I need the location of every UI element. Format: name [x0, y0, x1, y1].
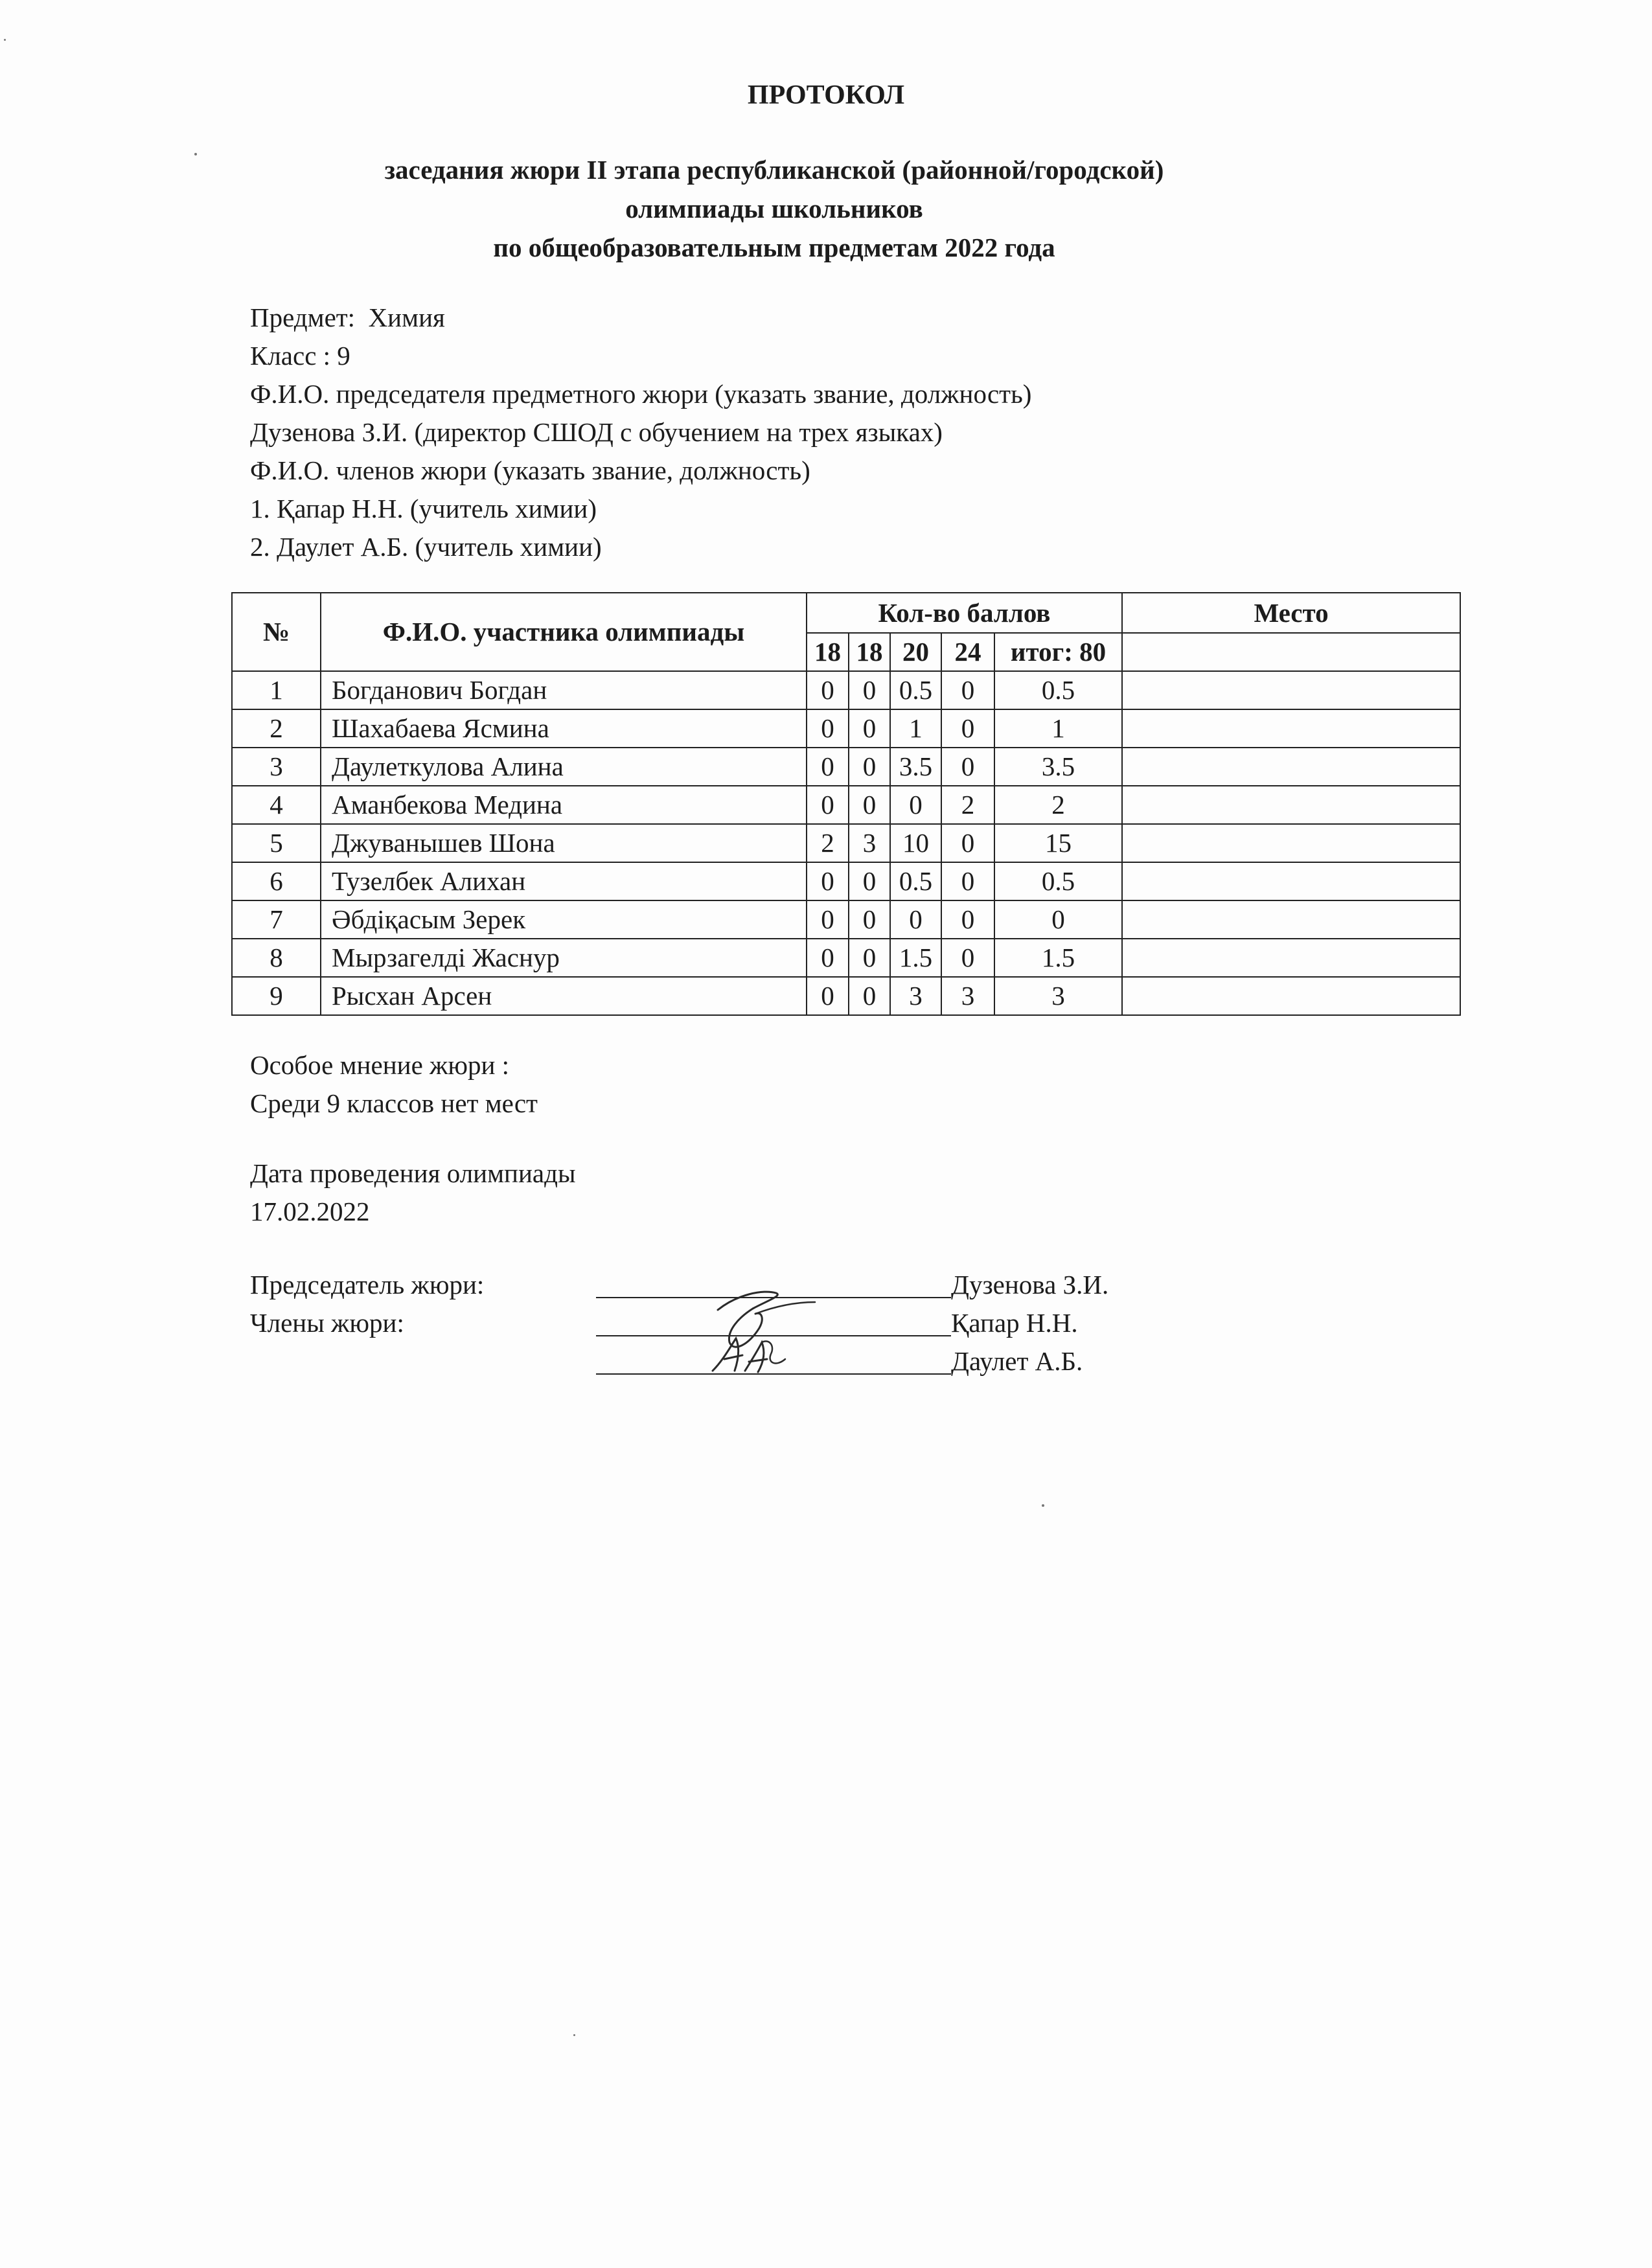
chair-signature-label: Председатель жюри: — [250, 1270, 485, 1300]
scan-speck — [1042, 1504, 1044, 1507]
date-value: 17.02.2022 — [250, 1197, 370, 1226]
header-score-column: 18 — [849, 633, 890, 671]
score-cell: 0 — [807, 786, 849, 824]
table-row — [232, 786, 1460, 824]
participant-name: Рысхан Арсен — [321, 977, 807, 1015]
jury-opinion — [250, 1046, 538, 1123]
participant-name: Әбдіқасым Зерек — [321, 900, 807, 939]
protocol-meta — [250, 299, 1031, 566]
score-cell: 0 — [849, 900, 890, 939]
place-cell — [1122, 862, 1460, 900]
total-cell: 0.5 — [994, 671, 1122, 709]
date-label: Дата проведения олимпиады — [250, 1158, 576, 1188]
header-scores: Кол-во баллов — [807, 593, 1122, 633]
participant-name: Джуванышев Шона — [321, 824, 807, 862]
chair-label: Ф.И.О. председателя предметного жюри (указать звание, должность) — [250, 379, 1032, 409]
score-cell: 0 — [807, 939, 849, 977]
subject-line: Предмет: Химия — [250, 303, 445, 332]
score-cell: 0 — [849, 939, 890, 977]
header-score-column: 18 — [807, 633, 849, 671]
score-cell: 0 — [849, 671, 890, 709]
table-row — [232, 900, 1460, 939]
header-number: № — [232, 593, 321, 671]
score-cell: 0.5 — [890, 671, 941, 709]
row-number: 6 — [232, 862, 321, 900]
header-name: Ф.И.О. участника олимпиады — [321, 593, 807, 671]
participant-name: Шахабаева Ясмина — [321, 709, 807, 748]
handwritten-signature — [700, 1283, 816, 1380]
total-cell: 2 — [994, 786, 1122, 824]
scan-speck — [194, 153, 197, 155]
score-cell: 3.5 — [890, 748, 941, 786]
row-number: 7 — [232, 900, 321, 939]
place-cell — [1122, 977, 1460, 1015]
place-cell — [1122, 824, 1460, 862]
header-place: Место — [1122, 593, 1460, 633]
score-cell: 1.5 — [890, 939, 941, 977]
row-number: 2 — [232, 709, 321, 748]
total-cell: 15 — [994, 824, 1122, 862]
score-cell: 0 — [807, 709, 849, 748]
header-score-total: итог: 80 — [994, 633, 1122, 671]
olympiad-date — [250, 1154, 576, 1231]
row-number: 9 — [232, 977, 321, 1015]
member-signature-name: Қапар Н.Н. — [951, 1308, 1078, 1338]
scan-speck — [4, 39, 6, 41]
participant-name: Мырзагелді Жаснур — [321, 939, 807, 977]
score-cell: 0 — [941, 748, 994, 786]
table-row — [232, 977, 1460, 1015]
opinion-text: Среди 9 классов нет мест — [250, 1088, 538, 1118]
table-row — [232, 862, 1460, 900]
score-cell: 0 — [849, 709, 890, 748]
subtitle-line: олимпиады школьников — [625, 194, 923, 223]
table-row — [232, 709, 1460, 748]
members-signature-label: Члены жюри: — [250, 1308, 404, 1338]
header-place-empty — [1122, 633, 1460, 671]
row-number: 4 — [232, 786, 321, 824]
total-cell: 1.5 — [994, 939, 1122, 977]
row-number: 1 — [232, 671, 321, 709]
member-line: 1. Қапар Н.Н. (учитель химии) — [250, 494, 597, 523]
row-number: 5 — [232, 824, 321, 862]
score-cell: 2 — [807, 824, 849, 862]
header-score-column: 20 — [890, 633, 941, 671]
opinion-label: Особое мнение жюри : — [250, 1050, 510, 1080]
score-cell: 1 — [890, 709, 941, 748]
total-cell: 0 — [994, 900, 1122, 939]
member-signature-name: Даулет А.Б. — [951, 1346, 1083, 1376]
score-cell: 0 — [849, 977, 890, 1015]
chair-line: Дузенова З.И. (директор СШОД с обучением на трех языках) — [250, 417, 943, 447]
member-line: 2. Даулет А.Б. (учитель химии) — [250, 532, 602, 562]
score-cell: 0 — [849, 862, 890, 900]
score-cell: 0 — [941, 900, 994, 939]
score-cell: 0 — [890, 786, 941, 824]
total-cell: 1 — [994, 709, 1122, 748]
total-cell: 3 — [994, 977, 1122, 1015]
participant-name: Богданович Богдан — [321, 671, 807, 709]
score-cell: 0 — [849, 748, 890, 786]
score-cell: 0 — [807, 977, 849, 1015]
scan-speck — [573, 2034, 575, 2036]
score-cell: 0 — [941, 939, 994, 977]
place-cell — [1122, 709, 1460, 748]
place-cell — [1122, 900, 1460, 939]
results-body — [232, 671, 1460, 1015]
total-cell: 3.5 — [994, 748, 1122, 786]
members-label: Ф.И.О. членов жюри (указать звание, должность) — [250, 455, 810, 485]
participant-name: Даулеткулова Алина — [321, 748, 807, 786]
header-score-column: 24 — [941, 633, 994, 671]
score-cell: 0 — [807, 671, 849, 709]
subtitle-line: заседания жюри II этапа республиканской (районной/городской) — [384, 155, 1164, 185]
score-cell: 3 — [941, 977, 994, 1015]
table-row — [232, 939, 1460, 977]
score-cell: 0 — [807, 862, 849, 900]
score-cell: 0 — [849, 786, 890, 824]
score-cell: 0 — [807, 748, 849, 786]
place-cell — [1122, 671, 1460, 709]
row-number: 8 — [232, 939, 321, 977]
participant-name: Аманбекова Медина — [321, 786, 807, 824]
place-cell — [1122, 939, 1460, 977]
score-cell: 0 — [807, 900, 849, 939]
place-cell — [1122, 748, 1460, 786]
table-row — [232, 671, 1460, 709]
results-table — [231, 592, 1461, 1016]
document-subtitle — [363, 150, 1186, 267]
score-cell: 0 — [941, 709, 994, 748]
score-cell: 3 — [890, 977, 941, 1015]
table-row — [232, 748, 1460, 786]
participant-name: Тузелбек Алихан — [321, 862, 807, 900]
score-cell: 10 — [890, 824, 941, 862]
place-cell — [1122, 786, 1460, 824]
score-cell: 2 — [941, 786, 994, 824]
document-title: ПРОТОКОЛ — [747, 80, 905, 110]
score-cell: 0 — [941, 824, 994, 862]
score-cell: 0 — [941, 862, 994, 900]
total-cell: 0.5 — [994, 862, 1122, 900]
row-number: 3 — [232, 748, 321, 786]
score-cell: 3 — [849, 824, 890, 862]
class-line: Класс : 9 — [250, 341, 350, 371]
chair-signature-name: Дузенова З.И. — [951, 1270, 1109, 1300]
score-cell: 0 — [890, 900, 941, 939]
score-cell: 0 — [941, 671, 994, 709]
score-cell: 0.5 — [890, 862, 941, 900]
table-row — [232, 824, 1460, 862]
subtitle-line: по общеобразовательным предметам 2022 года — [493, 233, 1055, 262]
